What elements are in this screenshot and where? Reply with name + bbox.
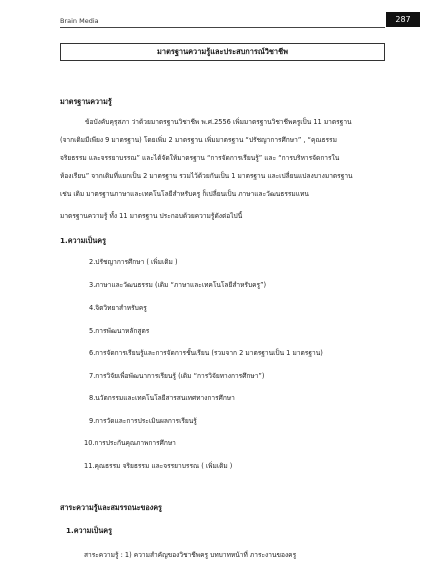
subheading-teacher-identity: 1.ความเป็นครู [60,236,106,245]
page-title [60,43,385,61]
subheading-teacher-identity-2: 1.ความเป็นครู [66,526,112,535]
list-item: 10.การประกันคุณภาพการศึกษา [84,439,176,447]
page-number-badge: 287 [386,12,420,27]
page-title-text: มาตรฐานความรู้และประสบการณ์วิชาชีพ [157,47,288,56]
paragraph-line: สาระความรู้ : 1) ความสำคัญของวิชาชีพครู บทบาทหน้าที่ ภาระงานของครู [84,551,297,559]
paragraph-line: ห้องเรียน” จากเดิมที่แยกเป็น 2 มาตรฐาน รวมไว้ด้วยกันเป็น 1 มาตรฐาน และเปลี่ยนแปลงบางมาตรฐาน [60,172,353,180]
section-heading-knowledge-standards: มาตรฐานความรู้ [60,97,112,106]
paragraph-line: ข้อบังคับคุรุสภา ว่าด้วยมาตรฐานวิชาชีพ พ.ศ.2556 เพิ่มมาตรฐานวิชาชีพครูเป็น 11 มาตรฐาน [85,118,352,126]
list-item: 2.ปรัชญาการศึกษา ( เพิ่มเติม ) [89,258,178,266]
header-rule [60,27,385,28]
paragraph-line: จริยธรรม และจรรยาบรรณ” และได้จัดให้มาตรฐาน “การจัดการเรียนรู้” และ “การบริหารจัดการใน [60,154,340,162]
list-item: 9.การวัดและการประเมินผลการเรียนรู้ [89,417,197,425]
paragraph-line: เช่น เดิม มาตรฐานภาษาและเทคโนโลยีสำหรับครู ก็เปลี่ยนเป็น ภาษาและวัฒนธรรมแทน [60,190,309,198]
paragraph-line: (จากเดิมมีเพียง 9 มาตรฐาน) โดยเพิ่ม 2 มาตรฐาน เพิ่มมาตรฐาน “ปรัชญาการศึกษา” , “คุณธรรม [60,136,337,144]
list-item: 8.นวัตกรรมและเทคโนโลยีสารสนเทศทางการศึกษา [89,394,235,402]
list-item: 7.การวิจัยเพื่อพัฒนาการเรียนรู้ (เดิม “การวิจัยทางการศึกษา”) [89,372,265,380]
header-brand: Brain Media [60,17,99,25]
list-item: 4.จิตวิทยาสำหรับครู [89,304,147,312]
section-heading-knowledge-competency: สาระความรู้และสมรรถนะของครู [60,503,162,512]
standards-summary: มาตรฐานความรู้ ทั้ง 11 มาตรฐาน ประกอบด้วยความรู้ดังต่อไปนี้ [60,212,243,220]
list-item: 5.การพัฒนาหลักสูตร [89,327,150,335]
list-item: 6.การจัดการเรียนรู้และการจัดการชั้นเรียน (รวมจาก 2 มาตรฐานเป็น 1 มาตรฐาน) [89,349,323,357]
list-item: 3.ภาษาและวัฒนธรรม (เดิม “ภาษาและเทคโนโลยีสำหรับครู”) [89,281,267,289]
list-item: 11.คุณธรรม จริยธรรม และจรรยาบรรณ ( เพิ่มเติม ) [84,462,233,470]
